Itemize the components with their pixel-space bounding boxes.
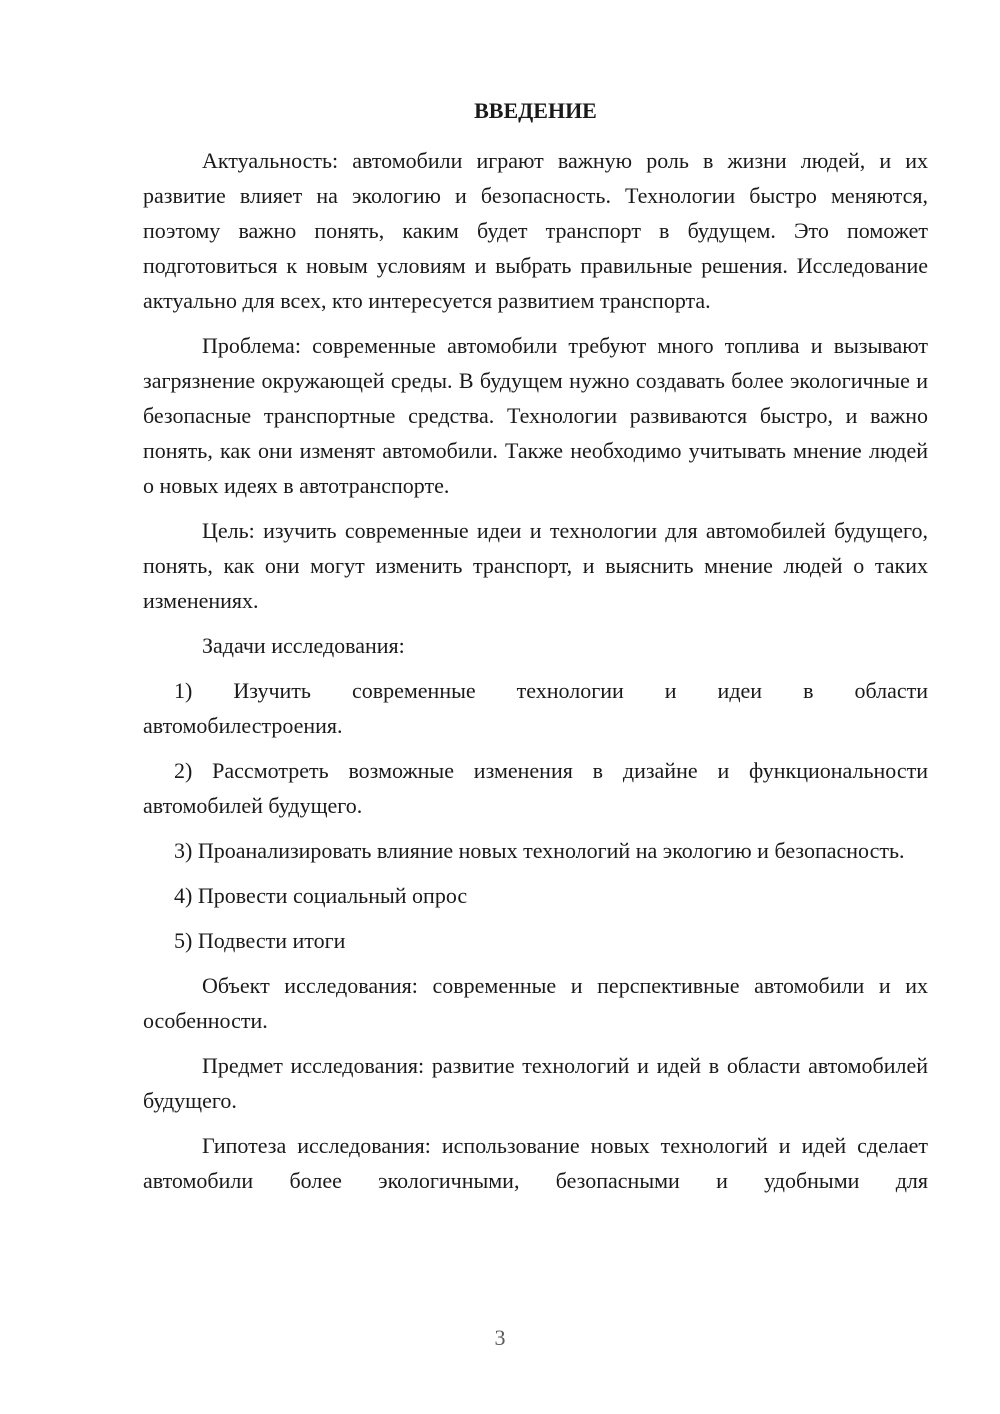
task-item-1-text: 1) Изучить современные технологии и идеи в области bbox=[174, 678, 928, 703]
paragraph-hypothesis: Гипотеза исследования: использование новых технологий и идей сделает автомобили более экологичными, безопасными и удобными для bbox=[143, 1133, 928, 1193]
task-item-1 bbox=[143, 673, 928, 708]
task-item-5: 5) Подвести итоги bbox=[174, 928, 346, 953]
task-item-1-continuation-text: автомобилестроения. bbox=[143, 713, 343, 738]
task-item-1-continuation bbox=[143, 708, 928, 743]
task-item-2: 2) Рассмотреть возможные изменения в дизайне и функциональности автомобилей будущего. bbox=[143, 758, 928, 818]
paragraph-object: Объект исследования: современные и перспективные автомобили и их особенности. bbox=[143, 973, 928, 1033]
task-item-3: 3) Проанализировать влияние новых технологий на экологию и безопасность. bbox=[174, 838, 905, 863]
paragraph-relevance: Актуальность: автомобили играют важную роль в жизни людей, и их развитие влияет на экологию и безопасность. Технологии быстро меняются, поэтому важно понять, каким будет транспорт в будущем. Это поможет подготовиться к новым условиям и выбрать правильные решения. Исследование актуально для всех, кто интересуется развитием транспорта. bbox=[143, 148, 928, 313]
body-text bbox=[143, 143, 928, 1208]
paragraph-problem: Проблема: современные автомобили требуют много топлива и вызывают загрязнение окружающей среды. В будущем нужно создавать более экологичные и безопасные транспортные средства. Технологии развиваются быстро, и важно понять, как они изменят автомобили. Также необходимо учитывать мнение людей о новых идеях в автотранспорте. bbox=[143, 333, 928, 498]
paragraph-subject: Предмет исследования: развитие технологий и идей в области автомобилей будущего. bbox=[143, 1053, 928, 1113]
paragraph-goal: Цель: изучить современные идеи и технологии для автомобилей будущего, понять, как они могут изменить транспорт, и выяснить мнение людей о таких изменениях. bbox=[143, 518, 928, 613]
section-title: ВВЕДЕНИЕ bbox=[474, 98, 597, 123]
page-number: 3 bbox=[494, 1325, 506, 1350]
task-item-4: 4) Провести социальный опрос bbox=[174, 883, 468, 908]
paragraph-tasks-heading: Задачи исследования: bbox=[202, 633, 405, 658]
